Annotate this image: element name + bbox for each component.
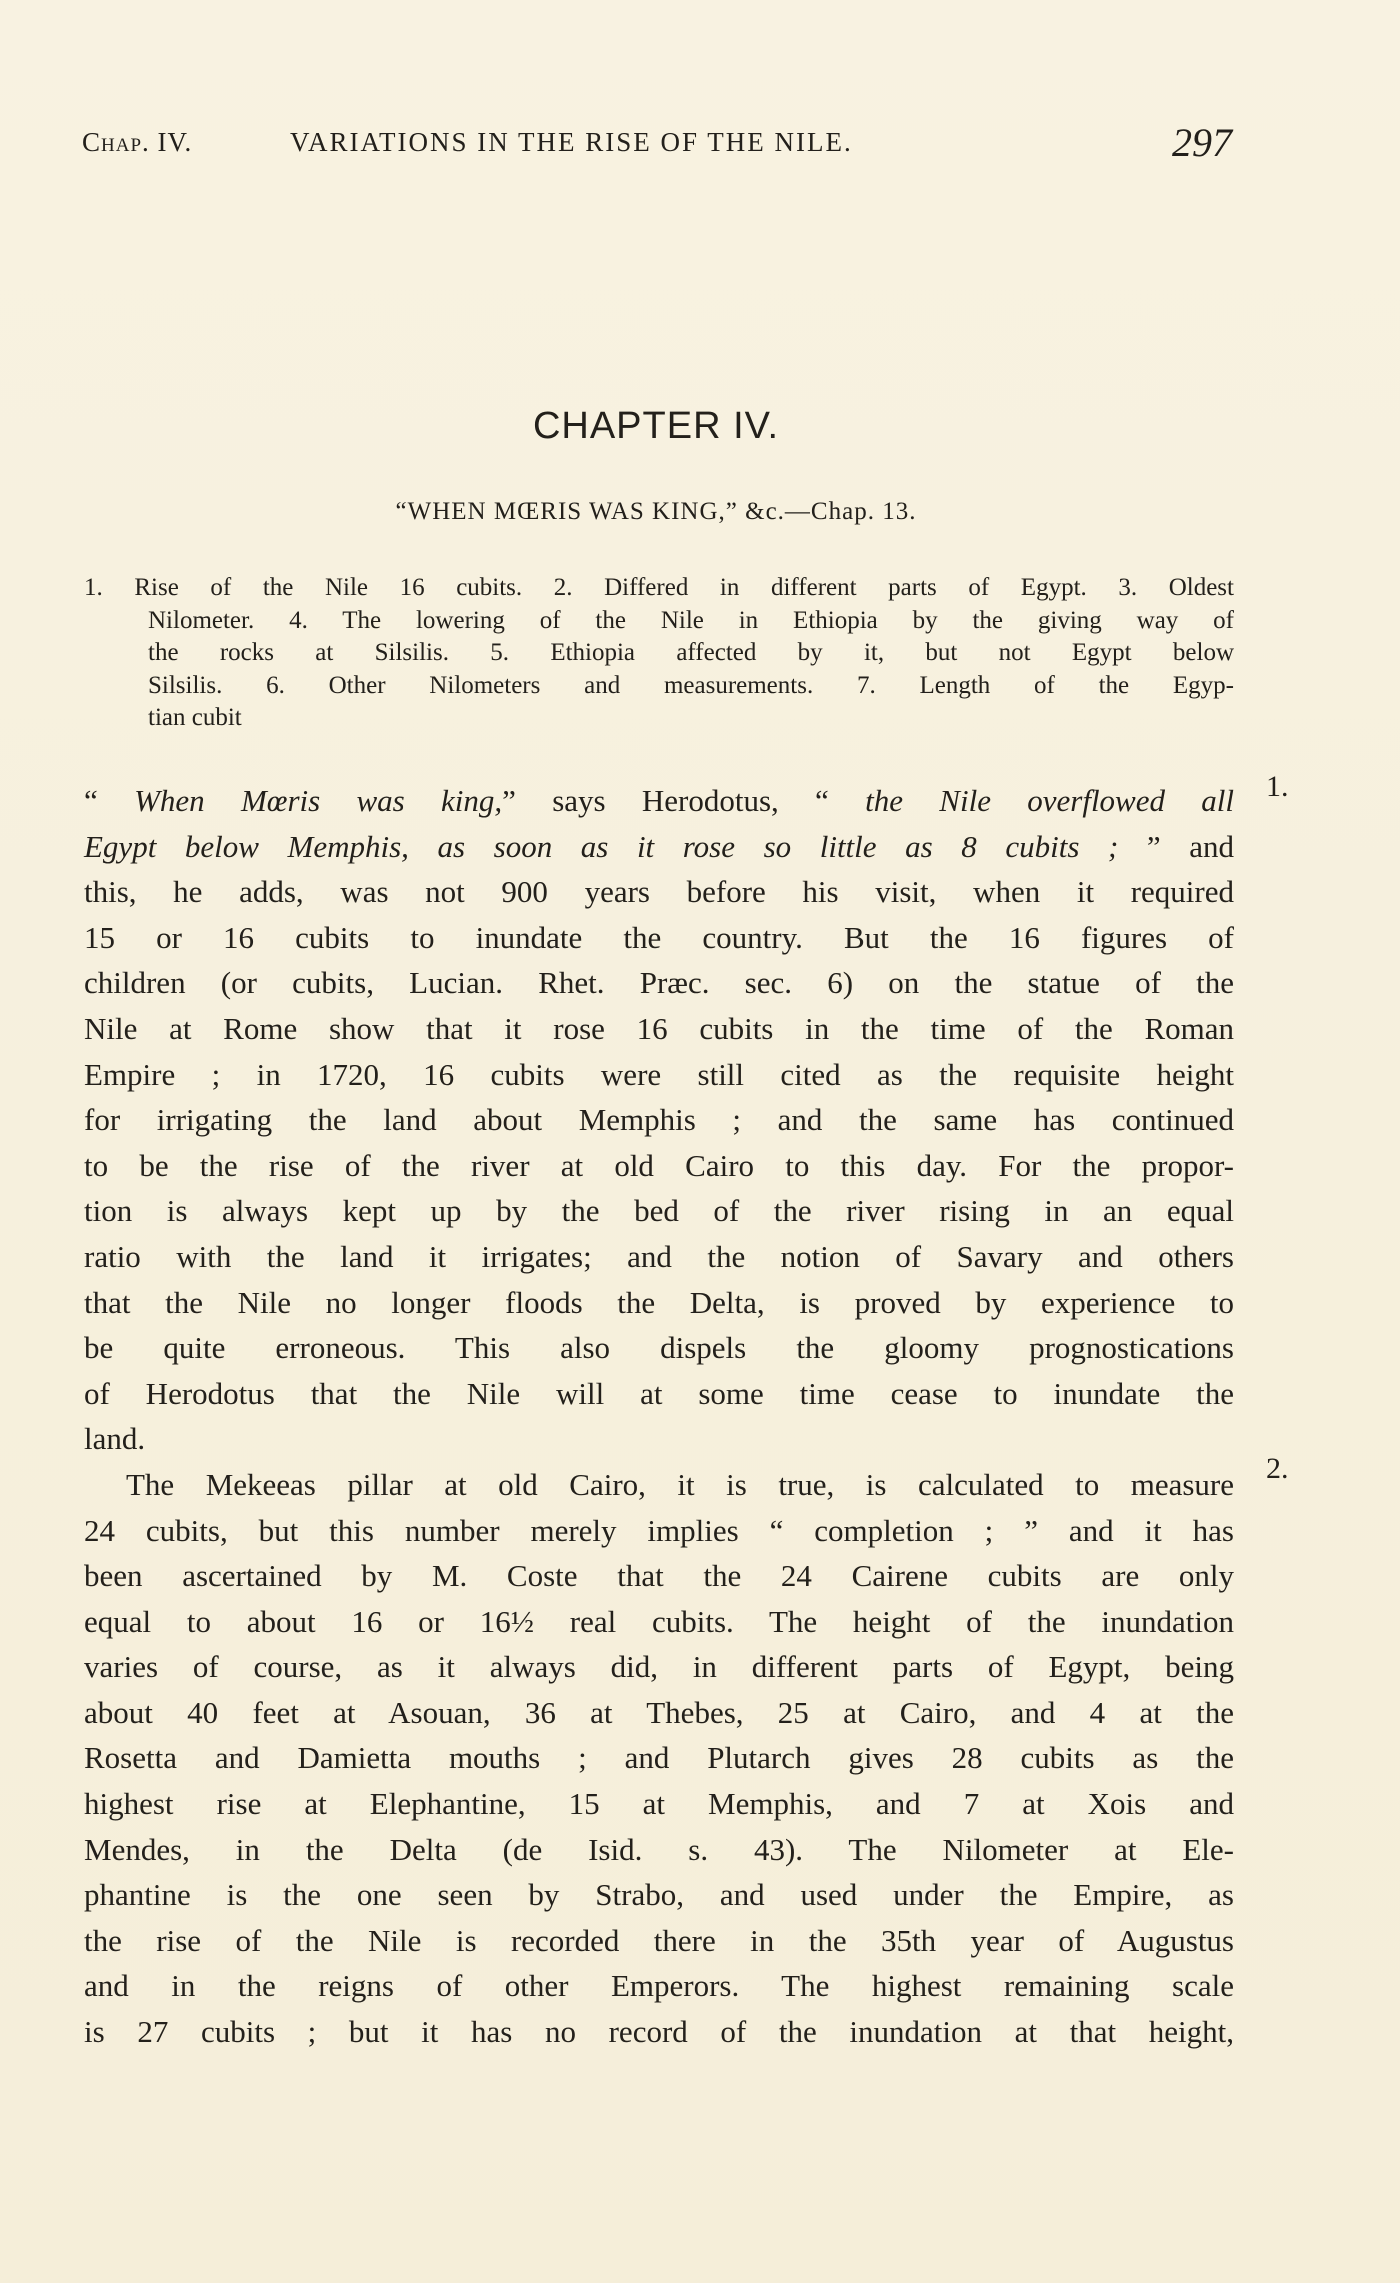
- italic-text: When Mœris was king,: [134, 783, 503, 818]
- paragraph-1-line: be quite erroneous. This also dispels the gloomy prognostications: [84, 1330, 1234, 1366]
- summary-line: Nilometer. 4. The lowering of the Nile in Ethiopia by the giving way of: [148, 606, 1234, 634]
- paragraph-2-line: Mendes, in the Delta (de Isid. s. 43). The Nilometer at Ele-: [84, 1831, 1234, 1867]
- chapter-quote: “WHEN MŒRIS WAS KING,” &c.—Chap. 13.: [395, 498, 917, 525]
- paragraph-1-line: of Herodotus that the Nile will at some time cease to inundate the: [84, 1375, 1234, 1411]
- paragraph-1-line: [84, 824, 1234, 870]
- paragraph-1-line: [84, 778, 1234, 824]
- italic-text: the Nile overflowed all: [865, 783, 1235, 818]
- page-number: 297: [1172, 120, 1232, 165]
- chapter-summary: [84, 572, 1234, 735]
- paragraph-2-line: varies of course, as it always did, in different parts of Egypt, being: [84, 1649, 1234, 1685]
- body-text-span: ” says Herodotus, “: [502, 783, 866, 818]
- paragraph-1-line: land.: [84, 1421, 146, 1457]
- paragraph-2-line: phantine is the one seen by Strabo, and used under the Empire, as: [84, 1877, 1234, 1913]
- paragraph-2-line: 24 cubits, but this number merely implies “ completion ; ” and it has: [84, 1512, 1234, 1548]
- margin-note-2: 2.: [1266, 1452, 1289, 1485]
- paragraph-1-line: children (or cubits, Lucian. Rhet. Præc. sec. 6) on the statue of the: [84, 965, 1234, 1001]
- summary-line: 1. Rise of the Nile 16 cubits. 2. Differed in different parts of Egypt. 3. Oldest: [84, 574, 1234, 601]
- paragraph-2-line: The Mekeeas pillar at old Cairo, it is true, is calculated to measure: [126, 1466, 1234, 1502]
- paragraph-1-line: Empire ; in 1720, 16 cubits were still cited as the requisite height: [84, 1056, 1234, 1092]
- paragraph-2-line: highest rise at Elephantine, 15 at Memphis, and 7 at Xois and: [84, 1786, 1234, 1822]
- paragraph-2-line: and in the reigns of other Emperors. The highest remaining scale: [84, 1968, 1234, 2004]
- summary-line: Silsilis. 6. Other Nilometers and measurements. 7. Length of the Egyp-: [148, 671, 1234, 699]
- paragraph-2-line: is 27 cubits ; but it has no record of the inundation at that height,: [84, 2014, 1234, 2050]
- paragraph-2-line: equal to about 16 or 16½ real cubits. The height of the inundation: [84, 1603, 1234, 1639]
- paragraph-2-line: about 40 feet at Asouan, 36 at Thebes, 25 at Cairo, and 4 at the: [84, 1694, 1234, 1730]
- paragraph-2-line: the rise of the Nile is recorded there in the 35th year of Augustus: [84, 1922, 1234, 1958]
- paragraph-1-line: that the Nile no longer floods the Delta, is proved by experience to: [84, 1284, 1234, 1320]
- quote-mark: “: [84, 783, 135, 818]
- body-text: [84, 778, 1234, 2055]
- summary-line: tian cubit: [148, 704, 242, 731]
- paragraph-1-line: this, he adds, was not 900 years before his visit, when it required: [84, 874, 1234, 910]
- paragraph-1-line: Nile at Rome show that it rose 16 cubits in the time of the Roman: [84, 1010, 1234, 1046]
- body-text-span: ” and: [1118, 828, 1234, 864]
- running-head: [82, 120, 1232, 165]
- running-head-title: VARIATIONS IN THE RISE OF THE NILE.: [290, 127, 853, 157]
- margin-note-1: 1.: [1266, 770, 1289, 803]
- chapter-heading: CHAPTER IV.: [532, 405, 780, 447]
- paragraph-1-line: 15 or 16 cubits to inundate the country. But the 16 figures of: [84, 919, 1234, 955]
- paragraph-1-line: to be the rise of the river at old Cairo to this day. For the propor-: [84, 1147, 1234, 1183]
- paragraph-1-line: tion is always kept up by the bed of the river rising in an equal: [84, 1193, 1234, 1229]
- paragraph-2-line: Rosetta and Damietta mouths ; and Plutarch gives 28 cubits as the: [84, 1740, 1234, 1776]
- running-head-chapter: Chap. IV.: [82, 127, 193, 157]
- paragraph-1-line: for irrigating the land about Memphis ; and the same has continued: [84, 1102, 1234, 1138]
- paragraph-2-line: been ascertained by M. Coste that the 24 Cairene cubits are only: [84, 1558, 1234, 1594]
- paragraph-1-line: ratio with the land it irrigates; and the notion of Savary and others: [84, 1238, 1234, 1274]
- summary-line: the rocks at Silsilis. 5. Ethiopia affected by it, but not Egypt below: [148, 639, 1234, 666]
- italic-text: Egypt below Memphis, as soon as it rose so little as 8 cubits ;: [84, 828, 1119, 864]
